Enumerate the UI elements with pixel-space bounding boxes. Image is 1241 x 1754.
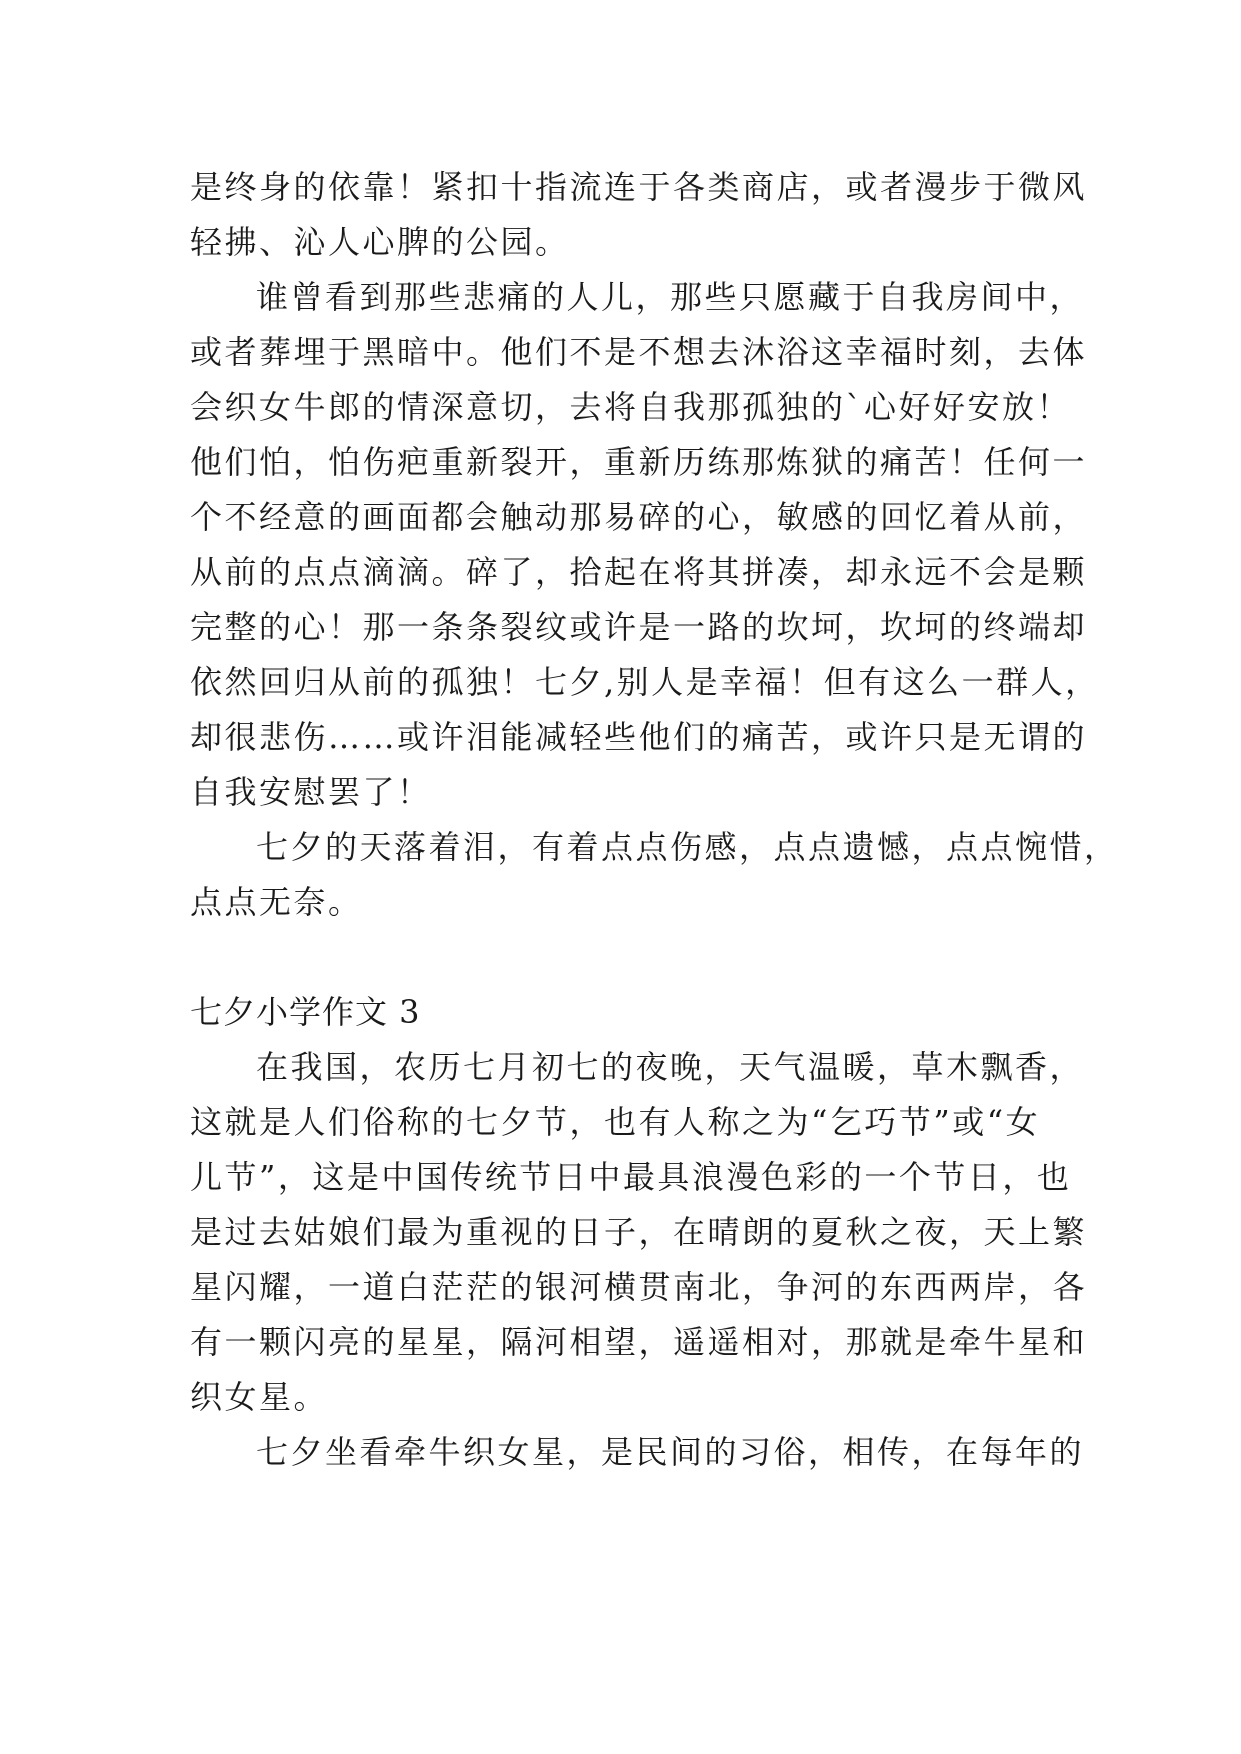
text-line: 个不经意的画面都会触动那易碎的心，敏感的回忆着从前，: [190, 498, 1088, 536]
text-line: 从前的点点滴滴。碎了，拾起在将其拼凑，却永远不会是颗: [190, 553, 1088, 591]
text-line: 点点无奈。: [190, 883, 363, 921]
paragraph-1: [190, 160, 1088, 270]
blank-line: [190, 930, 1060, 985]
text-line: 星闪耀，一道白茫茫的银河横贯南北，争河的东西两岸，各: [190, 1268, 1088, 1306]
document-body: [190, 160, 1119, 1480]
text-line: 依然回归从前的孤独！七夕,别人是幸福！但有这么一群人，: [190, 663, 1100, 701]
text-line: 是过去姑娘们最为重视的日子，在晴朗的夏秋之夜，天上繁: [190, 1213, 1088, 1251]
text-line: 他们怕，怕伤疤重新裂开，重新历练那炼狱的痛苦！任何一: [190, 443, 1088, 481]
text-line: 完整的心！那一条条裂纹或许是一路的坎坷，坎坷的终端却: [190, 608, 1088, 646]
text-line: 在我国，农历七月初七的夜晚，天气温暖，草木飘香，: [256, 1048, 1085, 1086]
text-line: 七夕的天落着泪，有着点点伤感，点点遗憾，点点惋惜，: [256, 828, 1119, 866]
paragraph-5: [190, 1425, 1085, 1480]
text-line: 却很悲伤……或许泪能减轻些他们的痛苦，或许只是无谓的: [190, 718, 1088, 756]
text-line: 会织女牛郎的情深意切，去将自我那孤独的`心好好安放！: [190, 388, 1072, 426]
paragraph-4: [190, 1040, 1088, 1425]
section-title: 七夕小学作文 3: [190, 993, 421, 1031]
text-line: 这就是人们俗称的七夕节，也有人称之为“乞巧节”或“女: [190, 1103, 1041, 1141]
text-line: 谁曾看到那些悲痛的人儿，那些只愿藏于自我房间中，: [256, 278, 1085, 316]
text-line: 轻拂、沁人心脾的公园。: [190, 223, 570, 261]
paragraph-2: [190, 270, 1100, 820]
text-line: 儿节”，这是中国传统节日中最具浪漫色彩的一个节日，也: [190, 1158, 1072, 1196]
text-line: 自我安慰罢了！: [190, 773, 432, 811]
text-line: 七夕坐看牵牛织女星，是民间的习俗，相传，在每年的: [256, 1433, 1085, 1471]
text-line: 有一颗闪亮的星星，隔河相望，遥遥相对，那就是牵牛星和: [190, 1323, 1088, 1361]
paragraph-3: [190, 820, 1119, 930]
text-line: 或者葬埋于黑暗中。他们不是不想去沐浴这幸福时刻，去体: [190, 333, 1088, 371]
text-line: 是终身的依靠！紧扣十指流连于各类商店，或者漫步于微风: [190, 168, 1088, 206]
text-line: 织女星。: [190, 1378, 329, 1416]
